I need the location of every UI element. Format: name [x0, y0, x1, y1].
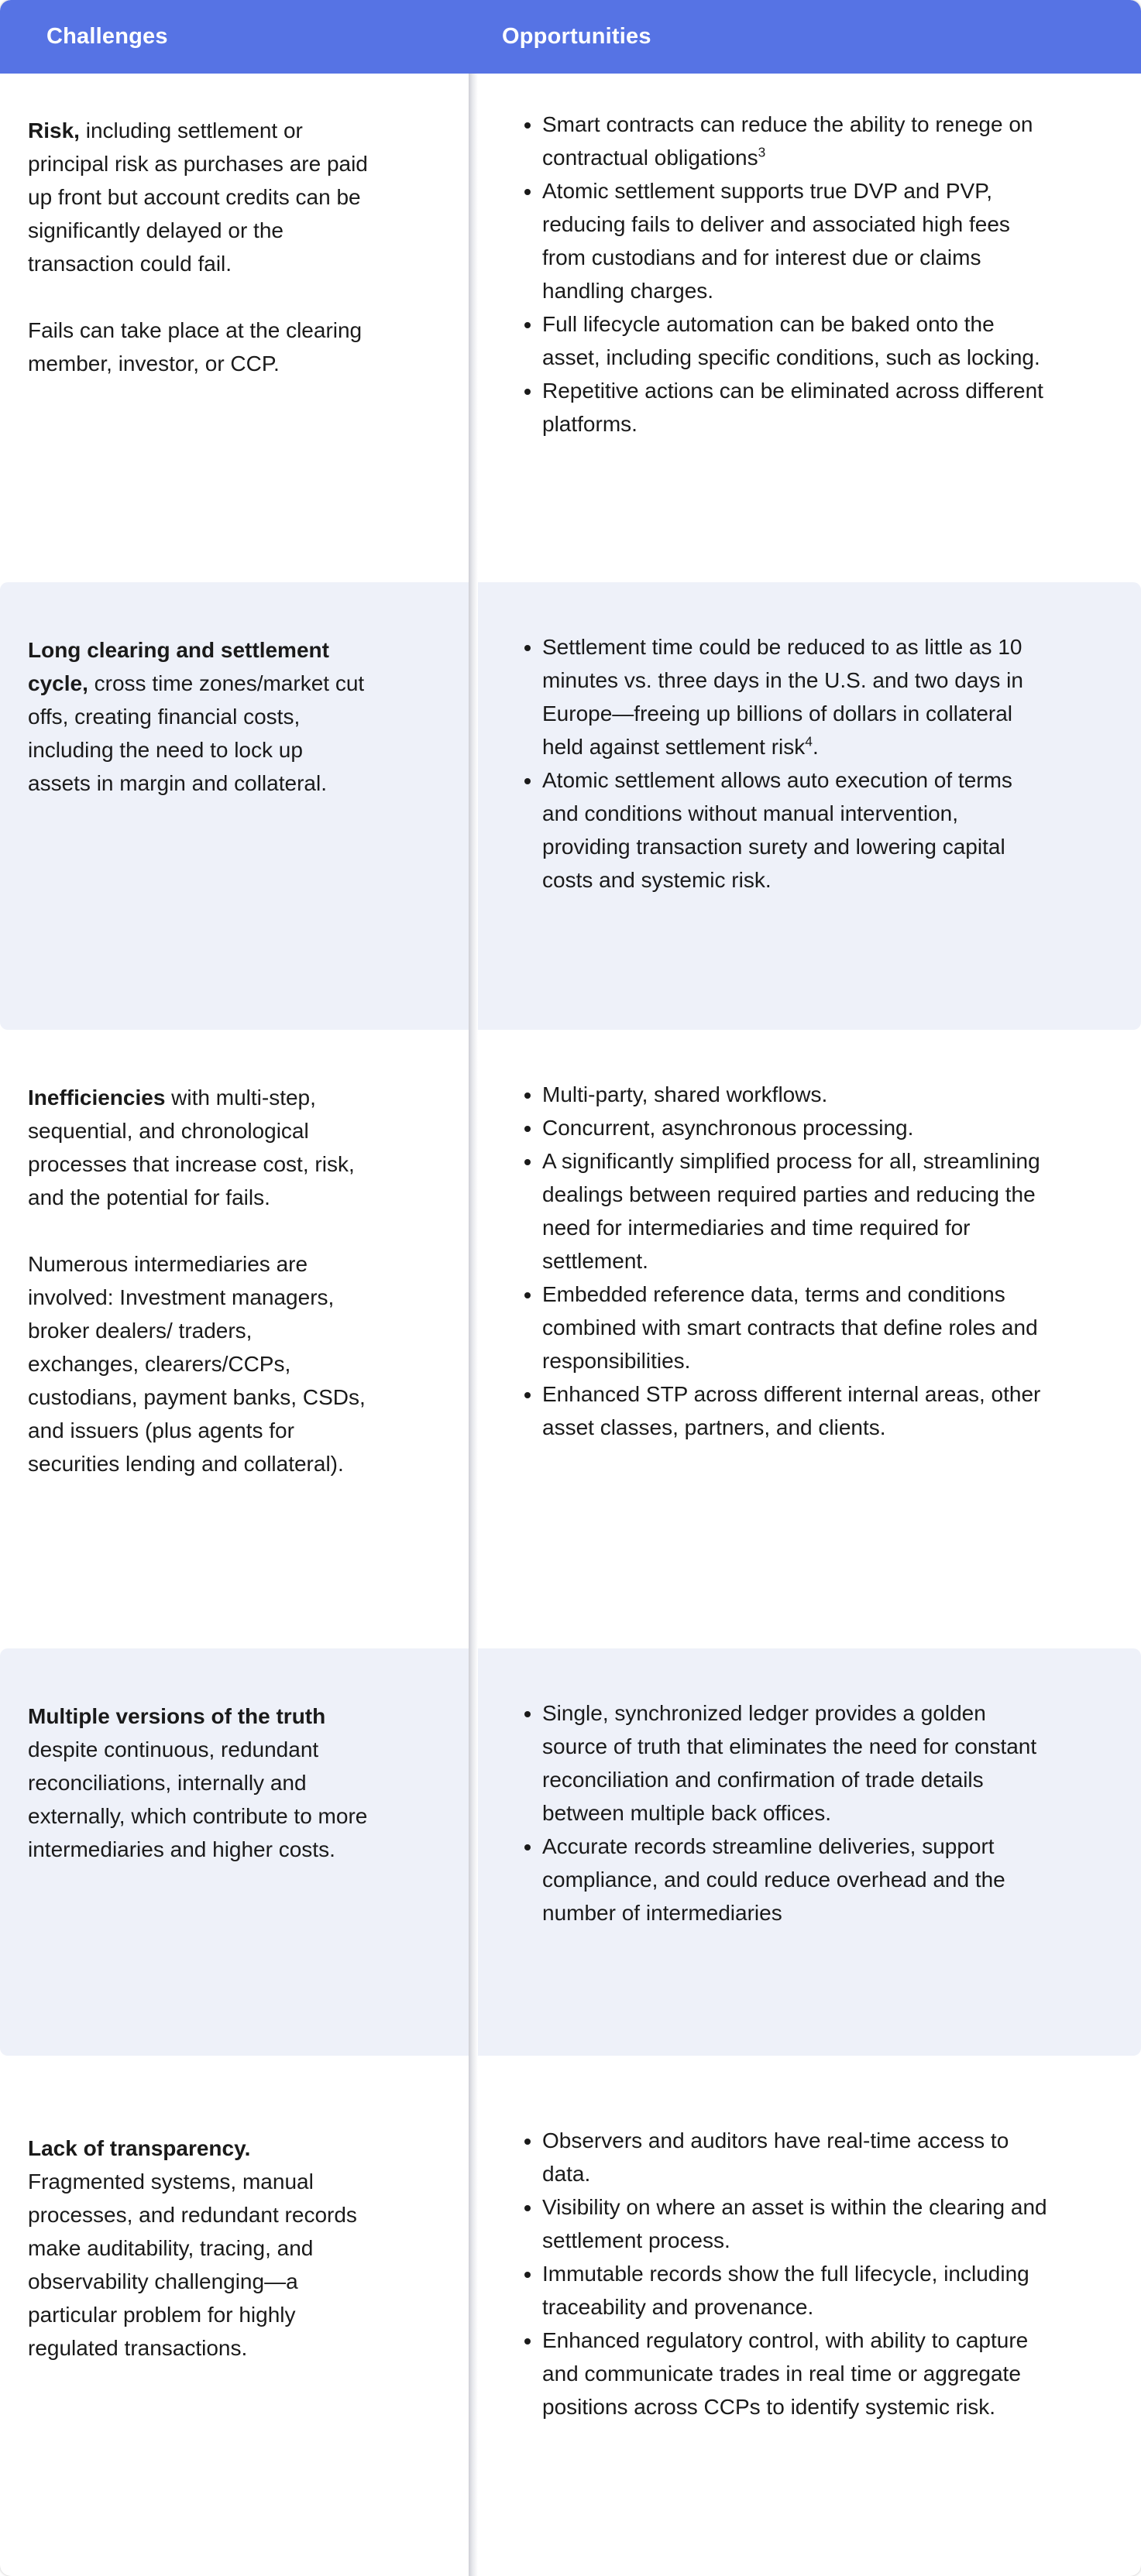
challenge-paragraph: Risk, including settlement or principal risk as purchases are paid up front but account credits can be significantly delayed or the transaction could fail.: [28, 118, 368, 276]
column-header-challenges: Challenges: [46, 24, 168, 49]
opportunity-cell: [478, 74, 1141, 582]
opportunity-cell: [478, 1648, 1141, 2056]
column-header-opportunities: Opportunities: [502, 24, 651, 49]
challenge-lead-bold: Multiple versions of the truth: [28, 1704, 326, 1728]
opportunity-item: • Enhanced regulatory control, with ability to capture and communicate trades in real time or aggregate positions across CCPs to identify systemic risk.: [542, 2324, 1050, 2423]
challenge-cell: [0, 74, 478, 582]
challenge-cell: [0, 582, 478, 1030]
challenge-lead-bold: Inefficiencies: [28, 1086, 166, 1110]
footnote-superscript: 4: [805, 733, 813, 749]
opportunity-list: [521, 1078, 1095, 1444]
opportunity-item: • Accurate records streamline deliveries, support compliance, and could reduce overhead and the number of intermediaries: [542, 1830, 1050, 1929]
table-row: [0, 1648, 1141, 2056]
opportunity-list: [521, 2124, 1095, 2423]
challenge-paragraph: Fails can take place at the clearing member, investor, or CCP.: [28, 318, 363, 376]
opportunity-list: [521, 1696, 1095, 1929]
challenge-lead-bold: Long clearing and settlement cycle,: [28, 638, 329, 695]
opportunity-item: • Immutable records show the full lifecycle, including traceability and provenance.: [542, 2257, 1050, 2324]
table-row: [0, 1030, 1141, 1648]
opportunity-item: • Single, synchronized ledger provides a golden source of truth that eliminates the need for constant reconciliation and confirmation of trade details between multiple back offices.: [542, 1696, 1050, 1830]
opportunity-cell: [478, 2056, 1141, 2576]
opportunity-item: • Concurrent, asynchronous processing.: [542, 1111, 1050, 1144]
table-row: [0, 74, 1141, 582]
opportunity-item: • Multi-party, shared workflows.: [542, 1078, 1050, 1111]
opportunity-cell: [478, 1030, 1141, 1648]
opportunity-list: [521, 630, 1095, 897]
opportunity-item: • Repetitive actions can be eliminated across different platforms.: [542, 374, 1050, 441]
challenge-lead-bold: Lack of transparency.: [28, 2136, 251, 2160]
challenge-lead-bold: Risk,: [28, 118, 80, 142]
table-row: [0, 582, 1141, 1030]
opportunity-item: • A significantly simplified process for all, streamlining dealings between required parties and reducing the need for intermediaries and time required for settlement.: [542, 1144, 1050, 1278]
opportunity-list: [521, 108, 1095, 441]
challenge-cell: [0, 1030, 478, 1648]
challenge-paragraph: Numerous intermediaries are involved: Investment managers, broker dealers/ traders, exchanges, clearers/CCPs, custodians, payment banks, CSDs, and issuers (plus agents for securities lending and collateral).: [28, 1252, 366, 1476]
opportunity-item: • Atomic settlement supports true DVP and PVP, reducing fails to deliver and associated high fees from custodians and for interest due or claims handling charges.: [542, 174, 1050, 307]
opportunity-item: • Observers and auditors have real-time access to data.: [542, 2124, 1050, 2190]
table-row: [0, 2056, 1141, 2576]
opportunity-item: • Enhanced STP across different internal areas, other asset classes, partners, and clients.: [542, 1377, 1050, 1444]
opportunity-item: • Full lifecycle automation can be baked onto the asset, including specific conditions, such as locking.: [542, 307, 1050, 374]
footnote-superscript: 3: [758, 144, 766, 160]
table-header: [0, 0, 1141, 74]
opportunity-item: • Smart contracts can reduce the ability to renege on contractual obligations$^3$: [542, 108, 1050, 174]
challenge-paragraph: Inefficiencies with multi-step, sequential, and chronological processes that increase cost, risk, and the potential for fails.: [28, 1086, 355, 1209]
table-body: [0, 74, 1141, 2576]
challenge-paragraph: Long clearing and settlement cycle, cross time zones/market cut offs, creating financial costs, including the need to lock up assets in margin and collateral.: [28, 638, 365, 795]
opportunity-cell: [478, 582, 1141, 1030]
challenge-cell: [0, 1648, 478, 2056]
challenge-paragraph: Multiple versions of the truth despite continuous, redundant reconciliations, internally and externally, which contribute to more intermediaries and higher costs.: [28, 1704, 368, 1861]
challenge-paragraph: Lack of transparency. Fragmented systems, manual processes, and redundant records make auditability, tracing, and observability challenging—a particular problem for highly regulated transactions.: [28, 2136, 357, 2360]
opportunity-item: • Visibility on where an asset is within the clearing and settlement process.: [542, 2190, 1050, 2257]
opportunity-item: • Settlement time could be reduced to as little as 10 minutes vs. three days in the U.S. and two days in Europe—freeing up billions of dollars in collateral held against settlement risk$^4$.: [542, 630, 1050, 763]
opportunity-item: • Embedded reference data, terms and conditions combined with smart contracts that define roles and responsibilities.: [542, 1278, 1050, 1377]
challenge-cell: [0, 2056, 478, 2576]
opportunity-item: • Atomic settlement allows auto execution of terms and conditions without manual intervention, providing transaction surety and lowering capital costs and systemic risk.: [542, 763, 1050, 897]
